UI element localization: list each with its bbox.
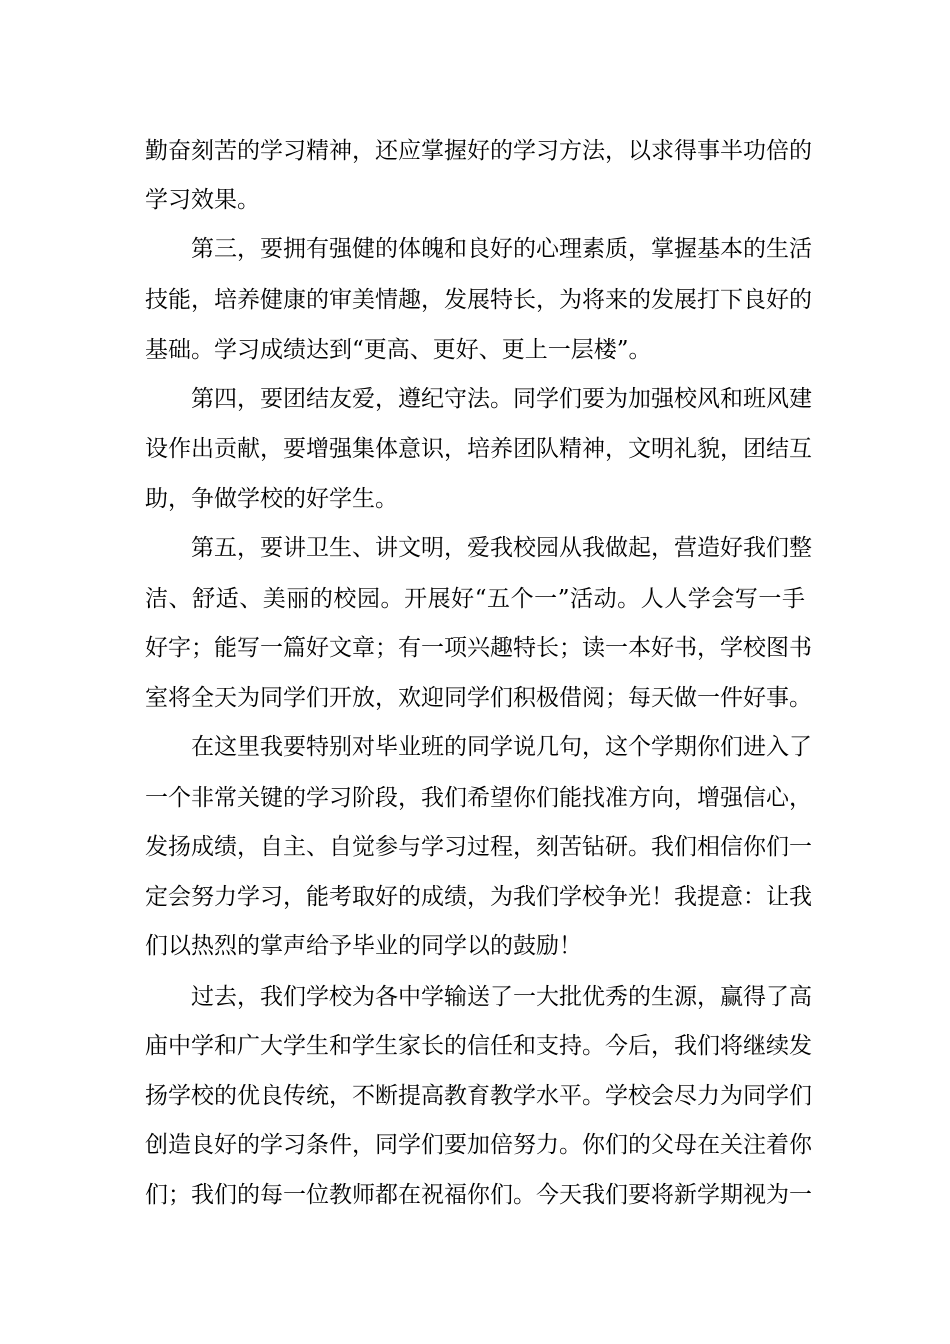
paragraph-first-line: 在这里我要特别对毕业班的同学说几句，这个学期你们进入了 — [191, 734, 812, 760]
text-line: 发扬成绩，自主、自觉参与学习过程，刻苦钻研。我们相信你们一 — [145, 834, 812, 860]
text-line: 们；我们的每一位教师都在祝福你们。今天我们要将新学期视为一 — [145, 1182, 812, 1208]
paragraph-first-line: 过去，我们学校为各中学输送了一大批优秀的生源，赢得了高 — [191, 984, 812, 1010]
text-line: 设作出贡献，要增强集体意识，培养团队精神，文明礼貌，团结互 — [145, 436, 812, 462]
text-line: 学习效果。 — [145, 187, 260, 213]
text-line: 一个非常关键的学习阶段，我们希望你们能找准方向，增强信心， — [145, 785, 812, 811]
text-line: 扬学校的优良传统，不断提高教育教学水平。学校会尽力为同学们 — [145, 1083, 812, 1109]
text-line: 们以热烈的掌声给予毕业的同学以的鼓励！ — [145, 933, 582, 959]
paragraph-first-line: 第四，要团结友爱，遵纪守法。同学们要为加强校风和班风建 — [191, 386, 812, 412]
text-line: 室将全天为同学们开放，欢迎同学们积极借阅；每天做一件好事。 — [145, 685, 812, 711]
text-line: 定会努力学习，能考取好的成绩，为我们学校争光！我提意：让我 — [145, 884, 812, 910]
text-line: 技能，培养健康的审美情趣，发展特长，为将来的发展打下良好的 — [145, 287, 812, 313]
text-line: 勤奋刻苦的学习精神，还应掌握好的学习方法，以求得事半功倍的 — [145, 138, 812, 164]
text-line: 助，争做学校的好学生。 — [145, 486, 398, 512]
paragraph-first-line: 第五，要讲卫生、讲文明，爱我校园从我做起，营造好我们整 — [191, 535, 812, 561]
paragraph-first-line: 第三，要拥有强健的体魄和良好的心理素质，掌握基本的生活 — [191, 236, 812, 262]
text-line: 洁、舒适、美丽的校园。开展好“五个一”活动。人人学会写一手 — [145, 586, 805, 612]
text-line: 创造良好的学习条件，同学们要加倍努力。你们的父母在关注着你 — [145, 1132, 812, 1158]
text-line: 庙中学和广大学生和学生家长的信任和支持。今后，我们将继续发 — [145, 1033, 812, 1059]
text-line: 基础。学习成绩达到“更高、更好、更上一层楼”。 — [145, 337, 652, 363]
text-line: 好字；能写一篇好文章；有一项兴趣特长；读一本好书，学校图书 — [145, 635, 812, 661]
